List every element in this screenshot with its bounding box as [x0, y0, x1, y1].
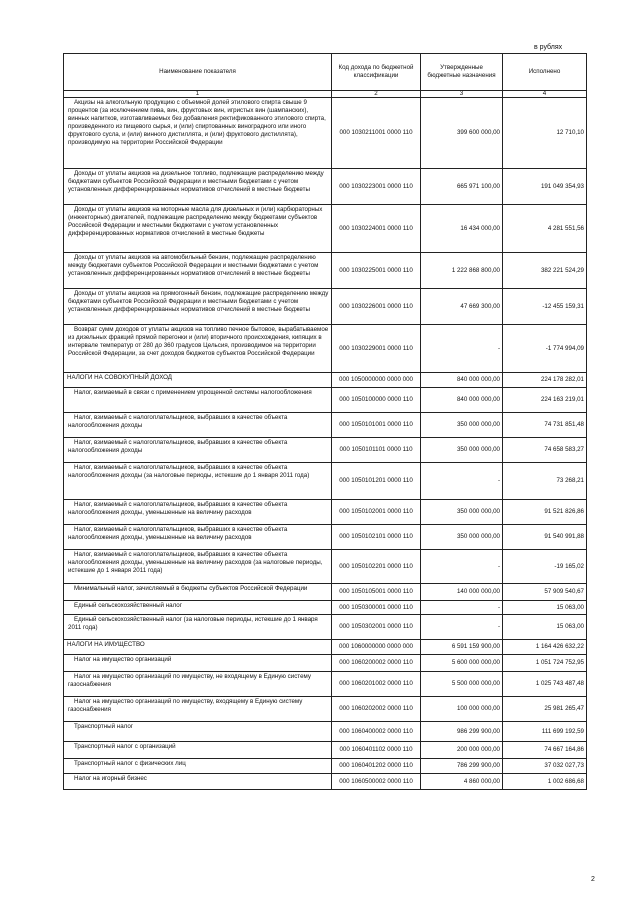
row-name-cell: Минимальный налог, зачисляемый в бюджеты субъектов Российской Федерации [64, 584, 332, 601]
table-row [64, 500, 587, 525]
row-name-cell: Единый сельскохозяйственный налог [64, 601, 332, 615]
row-executed-cell: 15 063,00 [503, 615, 587, 640]
row-approved-cell: 5 600 000 000,00 [421, 655, 503, 672]
row-executed-cell: 1 025 743 487,48 [503, 672, 587, 697]
row-executed-cell: 73 268,21 [503, 463, 587, 500]
row-code-cell: 000 1050100000 0000 110 [332, 388, 421, 413]
row-name-cell: Налог на имущество организаций по имуществу, входящему в Единую систему газоснабжения [64, 697, 332, 722]
row-name-cell: Налог, взимаемый с налогоплательщиков, выбравших в качестве объекта налогообложения доходы [64, 413, 332, 438]
row-executed-cell: 111 699 192,59 [503, 722, 587, 742]
row-name-cell: Налог, взимаемый с налогоплательщиков, выбравших в качестве объекта налогообложения доходы (за налоговые периоды, истекшие до 1 января 2011 года) [64, 463, 332, 500]
table-row [64, 615, 587, 640]
table-row [64, 584, 587, 601]
table-row [64, 742, 587, 759]
row-executed-cell: 224 163 219,01 [503, 388, 587, 413]
row-code-cell: 000 1060401102 0000 110 [332, 742, 421, 759]
row-code-cell: 000 1050105001 0000 110 [332, 584, 421, 601]
row-code-cell: 000 1050101101 0000 110 [332, 438, 421, 463]
table-body [64, 98, 587, 790]
row-approved-cell: 840 000 000,00 [421, 388, 503, 413]
column-number: 4 [503, 91, 587, 98]
column-number: 3 [421, 91, 503, 98]
row-approved-cell: 5 500 000 000,00 [421, 672, 503, 697]
row-code-cell: 000 1030226001 0000 110 [332, 289, 421, 325]
table-row [64, 325, 587, 373]
row-executed-cell: 91 540 991,88 [503, 525, 587, 550]
row-executed-cell: 74 667 164,86 [503, 742, 587, 759]
table-row [64, 98, 587, 169]
header-code: Код дохода по бюджетной классификации [332, 54, 421, 91]
row-approved-cell: 840 000 000,00 [421, 373, 503, 388]
table-row [64, 413, 587, 438]
row-approved-cell: 350 000 000,00 [421, 413, 503, 438]
row-name-cell: НАЛОГИ НА ИМУЩЕСТВО [64, 640, 332, 655]
currency-unit-label: в рублях [534, 44, 563, 51]
row-code-cell: 000 1050300001 0000 110 [332, 601, 421, 615]
row-name-cell: Возврат сумм доходов от уплаты акцизов на топливо печное бытовое, вырабатываемое из дизельных фракций прямой перегонки и (или) вторичного происхождения, кипящих в интервале температур от 280 до 360 градусов Цельсия, производимое на территории Российской Федерации, за счет доходов бюджетов субъектов Российской Федерации [64, 325, 332, 373]
row-name-cell: Налог, взимаемый с налогоплательщиков, выбравших в качестве объекта налогообложения доходы, уменьшенные на величину расходов [64, 500, 332, 525]
table-row [64, 601, 587, 615]
table-row [64, 373, 587, 388]
row-code-cell: 000 1060202002 0000 110 [332, 697, 421, 722]
row-name-cell: Налог, взимаемый с налогоплательщиков, выбравших в качестве объекта налогообложения доходы, уменьшенные на величину расходов (за налоговые периоды, истекшие до 1 января 2011 года) [64, 550, 332, 584]
row-approved-cell: - [421, 601, 503, 615]
row-approved-cell: 16 434 000,00 [421, 205, 503, 253]
row-approved-cell: 350 000 000,00 [421, 438, 503, 463]
row-name-cell: Налог, взимаемый с налогоплательщиков, выбравших в качестве объекта налогообложения доходы, уменьшенные на величину расходов [64, 525, 332, 550]
row-approved-cell: 200 000 000,00 [421, 742, 503, 759]
row-executed-cell: -19 165,02 [503, 550, 587, 584]
header-name: Наименование показателя [64, 54, 332, 91]
row-code-cell: 000 1050101001 0000 110 [332, 413, 421, 438]
row-name-cell: Налог на имущество организаций по имуществу, не входящему в Единую систему газоснабжения [64, 672, 332, 697]
row-approved-cell: - [421, 463, 503, 500]
row-code-cell: 000 1060401202 0000 110 [332, 759, 421, 774]
page-number: 2 [591, 876, 595, 883]
row-executed-cell: 74 731 851,48 [503, 413, 587, 438]
row-name-cell: Доходы от уплаты акцизов на автомобильный бензин, подлежащие распределению между бюджетами субъектов Российской Федерации и местными бюджетами с учетом установленных дифференцированных нормативов отчислений в местные бюджеты [64, 253, 332, 289]
row-name-cell: Налог, взимаемый с налогоплательщиков, выбравших в качестве объекта налогообложения доходы [64, 438, 332, 463]
row-executed-cell: 91 521 826,86 [503, 500, 587, 525]
header-approved: Утвержденные бюджетные назначения [421, 54, 503, 91]
row-approved-cell: 1 222 868 800,00 [421, 253, 503, 289]
row-executed-cell: 191 049 354,93 [503, 169, 587, 205]
row-code-cell: 000 1050102101 0000 110 [332, 525, 421, 550]
row-approved-cell: - [421, 550, 503, 584]
row-code-cell: 000 1050101201 0000 110 [332, 463, 421, 500]
table-row [64, 438, 587, 463]
row-executed-cell: 1 002 686,68 [503, 774, 587, 790]
table-row [64, 655, 587, 672]
row-name-cell: Транспортный налог с физических лиц [64, 759, 332, 774]
row-code-cell: 000 1060000000 0000 000 [332, 640, 421, 655]
row-executed-cell: 382 221 524,29 [503, 253, 587, 289]
row-approved-cell: 100 000 000,00 [421, 697, 503, 722]
row-code-cell: 000 1050302001 0000 110 [332, 615, 421, 640]
row-approved-cell: 140 000 000,00 [421, 584, 503, 601]
row-code-cell: 000 1030229001 0000 110 [332, 325, 421, 373]
column-number: 2 [332, 91, 421, 98]
row-executed-cell: 37 032 027,73 [503, 759, 587, 774]
row-executed-cell: 74 658 583,27 [503, 438, 587, 463]
row-name-cell: Доходы от уплаты акцизов на дизельное топливо, подлежащие распределению между бюджетами субъектов Российской Федерации и местными бюджетами с учетом установленных дифференцированных нормативов отчислений в местные бюджеты [64, 169, 332, 205]
table-row [64, 722, 587, 742]
row-executed-cell: 12 710,10 [503, 98, 587, 169]
row-executed-cell: -12 455 159,31 [503, 289, 587, 325]
table-row [64, 289, 587, 325]
table-row [64, 550, 587, 584]
row-executed-cell: 224 178 282,01 [503, 373, 587, 388]
row-code-cell: 000 1030211001 0000 110 [332, 98, 421, 169]
row-approved-cell: 350 000 000,00 [421, 525, 503, 550]
table-row [64, 525, 587, 550]
table-row [64, 169, 587, 205]
table-header-row [64, 54, 587, 91]
row-name-cell: Доходы от уплаты акцизов на прямогонный бензин, подлежащие распределению между бюджетами субъектов Российской Федерации и местными бюджетами с учетом установленных дифференцированных нормативов отчислений в местные бюджеты [64, 289, 332, 325]
table-row [64, 672, 587, 697]
row-executed-cell: 1 164 426 632,22 [503, 640, 587, 655]
row-approved-cell: 399 600 000,00 [421, 98, 503, 169]
table-row [64, 253, 587, 289]
row-code-cell: 000 1060500002 0000 110 [332, 774, 421, 790]
row-code-cell: 000 1060400002 0000 110 [332, 722, 421, 742]
row-approved-cell: 350 000 000,00 [421, 500, 503, 525]
row-approved-cell: 665 971 100,00 [421, 169, 503, 205]
column-number: 1 [64, 91, 332, 98]
table-row [64, 640, 587, 655]
row-approved-cell: 786 299 900,00 [421, 759, 503, 774]
row-code-cell: 000 1060201002 0000 110 [332, 672, 421, 697]
row-executed-cell: 15 063,00 [503, 601, 587, 615]
revenue-table [63, 53, 587, 790]
column-number-row [64, 91, 587, 98]
table-row [64, 388, 587, 413]
row-code-cell: 000 1030223001 0000 110 [332, 169, 421, 205]
row-name-cell: Транспортный налог с организаций [64, 742, 332, 759]
row-code-cell: 000 1030225001 0000 110 [332, 253, 421, 289]
row-name-cell: Доходы от уплаты акцизов на моторные масла для дизельных и (или) карбюраторных (инжекторных) двигателей, подлежащие распределению между бюджетами субъектов Российской Федерации и местными бюджетами с учетом установленных дифференцированных нормативов отчислений в местные бюджеты [64, 205, 332, 253]
row-code-cell: 000 1060200002 0000 110 [332, 655, 421, 672]
row-executed-cell: 1 051 724 752,95 [503, 655, 587, 672]
row-executed-cell: 25 981 265,47 [503, 697, 587, 722]
row-name-cell: Транспортный налог [64, 722, 332, 742]
row-approved-cell: 47 669 300,00 [421, 289, 503, 325]
row-name-cell: Налог на игорный бизнес [64, 774, 332, 790]
row-code-cell: 000 1050000000 0000 000 [332, 373, 421, 388]
row-code-cell: 000 1050102201 0000 110 [332, 550, 421, 584]
row-approved-cell: - [421, 615, 503, 640]
table-row [64, 463, 587, 500]
row-name-cell: Акцизы на алкогольную продукцию с объемной долей этилового спирта свыше 9 процентов (за исключением пива, вин, фруктовых вин, игристых вин (шампанских), винных напитков, изготавливаемых без добавления ректификованного этилового спирта, произведенного из пищевого сырья, и (или) спиртованных виноградного или иного фруктового сусла, и (или) винного дистиллята, и (или) фруктового дистиллята), производимую на территории Российской Федерации [64, 98, 332, 169]
row-code-cell: 000 1050102001 0000 110 [332, 500, 421, 525]
row-executed-cell: 4 281 551,56 [503, 205, 587, 253]
row-approved-cell: 4 860 000,00 [421, 774, 503, 790]
table-row [64, 697, 587, 722]
row-name-cell: Единый сельскохозяйственный налог (за налоговые периоды, истекшие до 1 января 2011 года) [64, 615, 332, 640]
header-executed: Исполнено [503, 54, 587, 91]
row-approved-cell: - [421, 325, 503, 373]
row-executed-cell: 57 909 540,67 [503, 584, 587, 601]
row-name-cell: Налог на имущество организаций [64, 655, 332, 672]
table-row [64, 774, 587, 790]
row-executed-cell: -1 774 994,09 [503, 325, 587, 373]
table-row [64, 759, 587, 774]
row-code-cell: 000 1030224001 0000 110 [332, 205, 421, 253]
row-approved-cell: 6 591 159 900,00 [421, 640, 503, 655]
table-row [64, 205, 587, 253]
row-name-cell: Налог, взимаемый в связи с применением упрощенной системы налогообложения [64, 388, 332, 413]
row-name-cell: НАЛОГИ НА СОВОКУПНЫЙ ДОХОД [64, 373, 332, 388]
row-approved-cell: 986 299 900,00 [421, 722, 503, 742]
